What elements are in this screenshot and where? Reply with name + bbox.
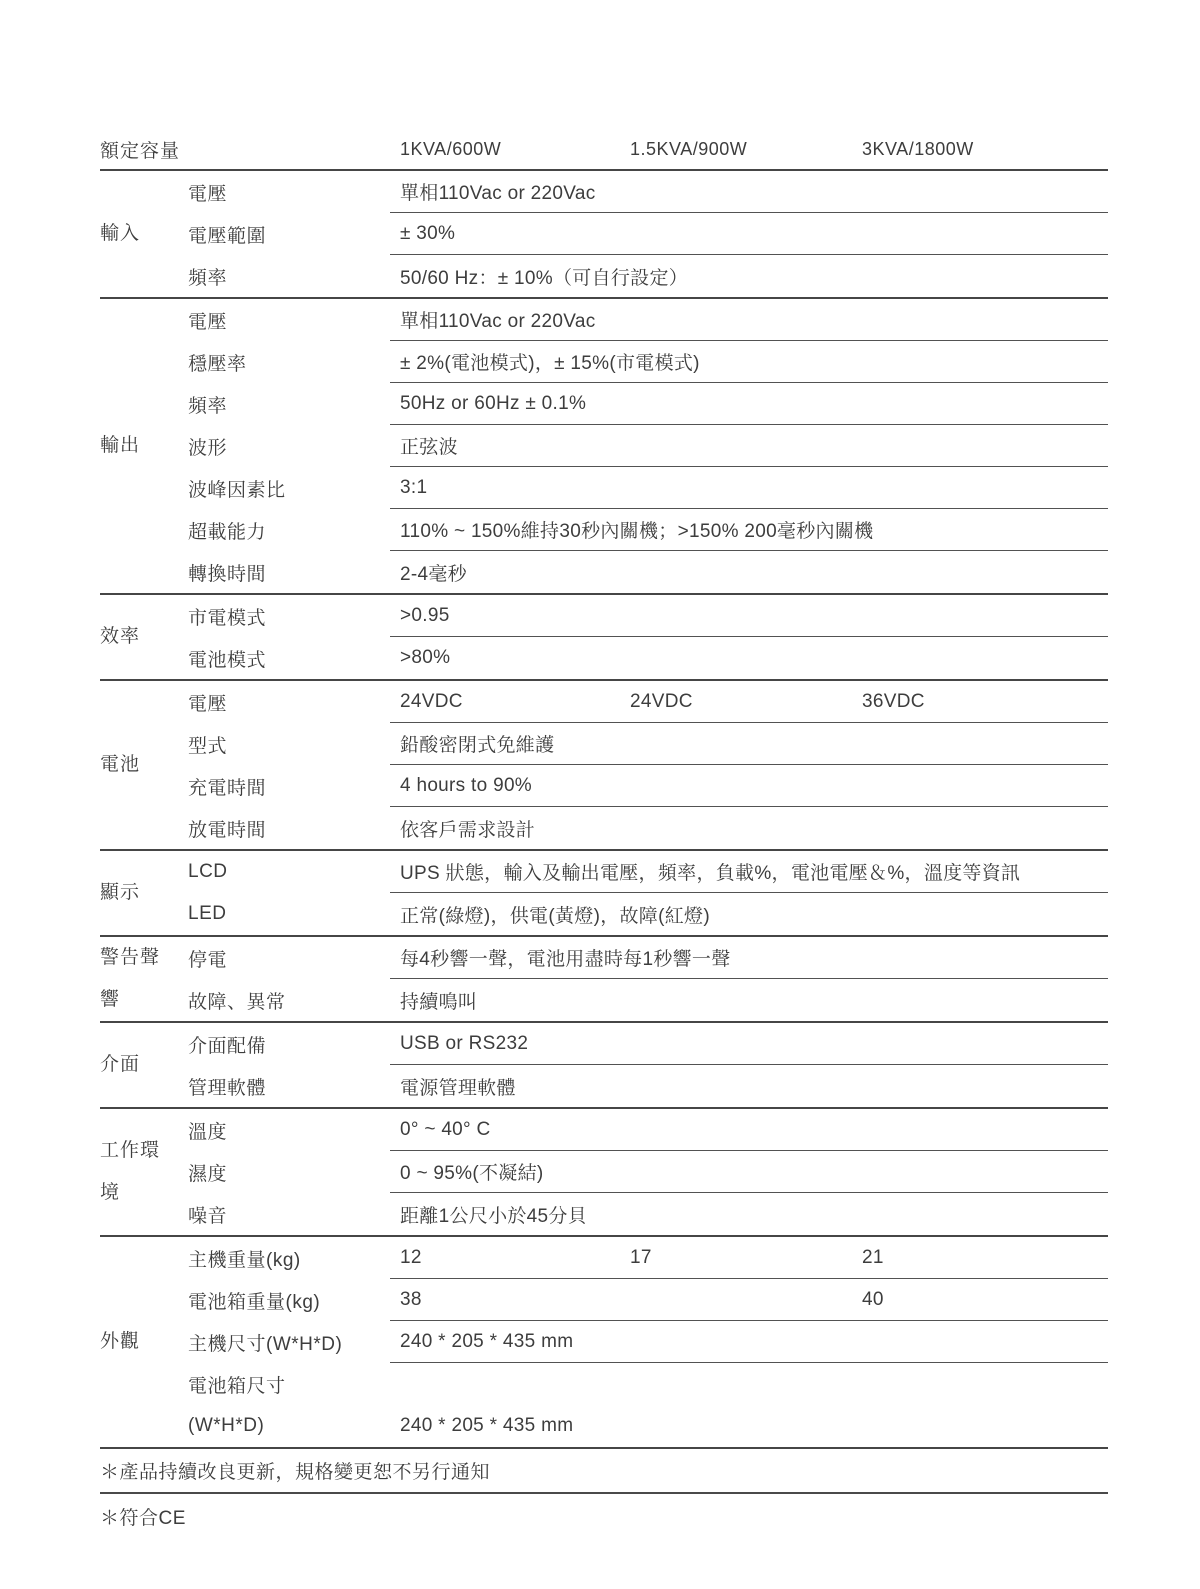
row-value-charge-time: 4 hours to 90%	[390, 765, 1108, 807]
row-label-battery-box-dimensions: 電池箱尺寸	[188, 1375, 286, 1397]
group-output	[100, 299, 1108, 595]
group-label-battery: 電池	[100, 754, 141, 775]
row-value-temperature: 0° ~ 40° C	[390, 1109, 1108, 1151]
row-label-charge-time: 充電時間	[188, 777, 267, 799]
row-label-led: LED	[188, 903, 227, 924]
row-value-input-frequency: 50/60 Hz：± 10%（可自行設定）	[400, 267, 689, 289]
row-value-humidity: 0 ~ 95%(不凝結)	[390, 1151, 1108, 1193]
row-label-transfer-time: 轉換時間	[188, 563, 267, 585]
table-row	[188, 299, 1108, 341]
row-label-interface-equipment: 介面配備	[188, 1035, 267, 1057]
row-value-discharge-time: 依客戶需求設計	[400, 819, 536, 841]
row-label-humidity: 濕度	[188, 1163, 228, 1185]
row-label-output-voltage: 電壓	[188, 311, 228, 333]
ups-spec-table	[100, 130, 1108, 1539]
row-value-battery-mode: >80%	[400, 647, 451, 668]
table-row	[188, 681, 1108, 723]
battery-voltage-model1: 24VDC	[400, 690, 463, 712]
group-label-environment: 工作環境	[100, 1140, 161, 1203]
table-row	[188, 213, 1108, 255]
unit-weight-model2: 17	[630, 1246, 652, 1268]
row-label-ac-mode: 市電模式	[188, 607, 267, 629]
table-row	[188, 1405, 1108, 1447]
group-environment	[100, 1109, 1108, 1237]
row-label-battery-mode: 電池模式	[188, 649, 267, 671]
row-label-temperature: 溫度	[188, 1121, 228, 1143]
row-value-crest-factor: 3:1	[390, 467, 1108, 509]
row-values-unit-weight	[390, 1237, 1108, 1279]
row-label-management-software: 管理軟體	[188, 1077, 267, 1099]
table-row	[188, 851, 1108, 893]
row-value-waveform: 正弦波	[390, 425, 1108, 467]
row-value-overload: 110% ~ 150%維持30秒內關機；>150% 200毫秒內關機	[390, 509, 1108, 551]
group-label-input: 輸入	[100, 223, 141, 244]
table-row	[188, 1363, 1108, 1405]
model-1kva: 1KVA/600W	[400, 139, 502, 159]
group-label-appearance: 外觀	[100, 1331, 141, 1352]
table-row	[188, 1109, 1108, 1151]
group-interface	[100, 1023, 1108, 1109]
row-label-discharge-time: 放電時間	[188, 819, 267, 841]
row-label-fault: 故障、異常	[188, 991, 286, 1013]
row-value-management-software: 電源管理軟體	[400, 1077, 516, 1099]
row-value-input-voltage: 單相110Vac or 220Vac	[390, 171, 1108, 213]
table-row	[188, 807, 1108, 849]
battery-voltage-model2: 24VDC	[630, 690, 693, 712]
table-row	[188, 1237, 1108, 1279]
row-value-input-voltage-range: ± 30%	[390, 213, 1108, 255]
table-row	[188, 425, 1108, 467]
row-label-noise: 噪音	[188, 1205, 228, 1227]
table-row	[188, 1279, 1108, 1321]
table-row	[188, 1321, 1108, 1363]
row-value-battery-box-dimensions-empty	[390, 1363, 1108, 1405]
row-label-input-voltage-range: 電壓範圍	[188, 225, 267, 247]
group-appearance	[100, 1237, 1108, 1449]
group-label-alarm: 警告聲響	[100, 947, 161, 1010]
row-label-waveform: 波形	[188, 437, 228, 459]
row-value-output-voltage: 單相110Vac or 220Vac	[390, 299, 1108, 341]
row-label-unit-weight: 主機重量(kg)	[188, 1249, 301, 1271]
table-row	[188, 937, 1108, 979]
row-value-regulation: ± 2%(電池模式)，± 15%(市電模式)	[390, 341, 1108, 383]
row-value-lcd: UPS 狀態，輸入及輸出電壓，頻率，負載%，電池電壓＆%，溫度等資訊	[390, 851, 1108, 893]
table-row	[188, 1065, 1108, 1107]
table-row	[188, 723, 1108, 765]
row-value-battery-box-dimensions: 240 * 205 * 435 mm	[400, 1415, 574, 1436]
row-values-battery-voltage	[390, 681, 1108, 723]
row-label-input-voltage: 電壓	[188, 183, 228, 205]
row-value-transfer-time: 2-4毫秒	[400, 563, 467, 585]
row-label-lcd: LCD	[188, 861, 228, 882]
table-row	[188, 637, 1108, 679]
group-label-efficiency: 效率	[100, 626, 141, 647]
row-value-noise: 距離1公尺小於45分貝	[400, 1205, 588, 1227]
group-efficiency	[100, 595, 1108, 681]
row-label-whd: (W*H*D)	[188, 1415, 265, 1436]
group-label-display: 顯示	[100, 882, 141, 903]
table-row	[188, 171, 1108, 213]
row-value-unit-dimensions: 240 * 205 * 435 mm	[390, 1321, 1108, 1363]
row-label-input-frequency: 頻率	[188, 267, 228, 289]
table-header-row	[100, 130, 1108, 171]
table-row	[188, 1151, 1108, 1193]
row-label-overload: 超載能力	[188, 521, 267, 543]
table-row	[188, 1193, 1108, 1235]
row-label-crest-factor: 波峰因素比	[188, 479, 286, 501]
row-value-battery-type: 鉛酸密閉式免維護	[390, 723, 1108, 765]
rated-capacity-label: 額定容量	[100, 141, 181, 162]
model-columns	[390, 139, 1108, 160]
table-row	[188, 509, 1108, 551]
table-row	[188, 551, 1108, 593]
row-label-output-frequency: 頻率	[188, 395, 228, 417]
table-row	[188, 467, 1108, 509]
model-3kva: 3KVA/1800W	[862, 139, 974, 159]
row-label-power-failure: 停電	[188, 949, 228, 971]
model-1-5kva: 1.5KVA/900W	[630, 139, 748, 159]
battery-box-weight-model3: 40	[862, 1288, 884, 1310]
row-value-fault: 持續鳴叫	[400, 991, 478, 1013]
footnote-ce: ＊符合CE	[100, 1508, 186, 1529]
group-label-output: 輸出	[100, 435, 141, 456]
row-label-battery-voltage: 電壓	[188, 693, 228, 715]
table-row	[188, 765, 1108, 807]
battery-voltage-model3: 36VDC	[862, 690, 925, 712]
group-input	[100, 171, 1108, 299]
row-value-output-frequency: 50Hz or 60Hz ± 0.1%	[390, 383, 1108, 425]
group-battery	[100, 681, 1108, 851]
battery-box-weight-model1: 38	[400, 1288, 422, 1310]
table-row	[188, 893, 1108, 935]
group-alarm	[100, 937, 1108, 1023]
row-values-battery-box-weight	[390, 1279, 1108, 1321]
footnote-disclaimer: ＊產品持續改良更新，規格變更恕不另行通知	[100, 1449, 1108, 1494]
row-label-regulation: 穩壓率	[188, 353, 247, 375]
table-row	[188, 255, 1108, 297]
table-row	[188, 979, 1108, 1021]
row-label-battery-type: 型式	[188, 735, 228, 757]
group-display	[100, 851, 1108, 937]
group-label-interface: 介面	[100, 1054, 141, 1075]
row-value-power-failure: 每4秒響一聲，電池用盡時每1秒響一聲	[390, 937, 1108, 979]
row-value-ac-mode: >0.95	[390, 595, 1108, 637]
table-row	[188, 341, 1108, 383]
row-label-unit-dimensions: 主機尺寸(W*H*D)	[188, 1333, 343, 1355]
row-label-battery-box-weight: 電池箱重量(kg)	[188, 1291, 321, 1313]
table-row	[188, 595, 1108, 637]
row-value-led: 正常(綠燈)，供電(黃燈)，故障(紅燈)	[400, 905, 710, 927]
unit-weight-model1: 12	[400, 1246, 422, 1268]
unit-weight-model3: 21	[862, 1246, 884, 1268]
table-row	[188, 1023, 1108, 1065]
table-row	[188, 383, 1108, 425]
row-value-interface-equipment: USB or RS232	[390, 1023, 1108, 1065]
